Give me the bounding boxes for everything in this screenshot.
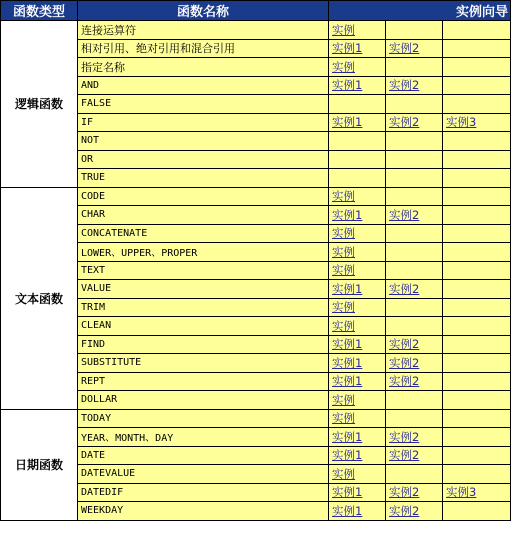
example-link[interactable]: 实例2 [389, 78, 420, 93]
example-cell [329, 132, 386, 151]
example-cell [386, 169, 443, 188]
example-cell [329, 280, 386, 299]
example-cell [329, 76, 386, 95]
example-cell [443, 428, 511, 447]
example-cell [386, 317, 443, 336]
example-cell [329, 446, 386, 465]
function-name-cell: CODE [78, 187, 329, 206]
table-row [1, 113, 511, 132]
example-link[interactable]: 实例1 [332, 355, 363, 370]
example-cell [386, 21, 443, 40]
example-cell [329, 243, 386, 262]
example-link[interactable]: 实例2 [389, 374, 420, 389]
example-link[interactable]: 实例 [332, 300, 355, 315]
example-cell [386, 243, 443, 262]
table-row [1, 298, 511, 317]
example-cell [443, 187, 511, 206]
table-row [1, 169, 511, 188]
table-row [1, 95, 511, 114]
example-link[interactable]: 实例1 [332, 429, 363, 444]
example-cell [386, 76, 443, 95]
example-cell [329, 372, 386, 391]
example-cell [329, 335, 386, 354]
example-cell [443, 95, 511, 114]
example-cell [386, 187, 443, 206]
example-cell [386, 372, 443, 391]
example-link[interactable]: 实例2 [389, 41, 420, 56]
example-cell [329, 502, 386, 521]
table-row [1, 391, 511, 410]
table-row [1, 39, 511, 58]
example-cell [386, 224, 443, 243]
function-name-cell: NOT [78, 132, 329, 151]
function-name-cell: VALUE [78, 280, 329, 299]
function-name-cell: 相对引用、绝对引用和混合引用 [78, 39, 329, 58]
example-cell [329, 95, 386, 114]
example-cell [443, 39, 511, 58]
function-name-cell: IF [78, 113, 329, 132]
example-cell [443, 483, 511, 502]
example-link[interactable]: 实例2 [389, 281, 420, 296]
table-row [1, 502, 511, 521]
example-cell [443, 391, 511, 410]
table-row [1, 354, 511, 373]
example-link[interactable]: 实例 [332, 22, 355, 37]
function-name-cell: REPT [78, 372, 329, 391]
example-cell [443, 280, 511, 299]
example-cell [329, 409, 386, 428]
example-link[interactable]: 实例3 [446, 485, 477, 500]
function-name-cell: CHAR [78, 206, 329, 225]
example-link[interactable]: 实例 [332, 263, 355, 278]
example-cell [329, 58, 386, 77]
example-cell [443, 224, 511, 243]
example-cell [443, 21, 511, 40]
example-cell [386, 261, 443, 280]
table-row [1, 483, 511, 502]
example-link[interactable]: 实例1 [332, 374, 363, 389]
example-link[interactable]: 实例1 [332, 207, 363, 222]
example-cell [443, 76, 511, 95]
example-cell [386, 132, 443, 151]
example-cell [329, 224, 386, 243]
example-cell [443, 298, 511, 317]
example-cell [386, 39, 443, 58]
table-row [1, 465, 511, 484]
category-cell: 逻辑函数 [1, 21, 78, 188]
table-row [1, 243, 511, 262]
example-link[interactable]: 实例2 [389, 448, 420, 463]
example-cell [443, 317, 511, 336]
example-cell [386, 298, 443, 317]
example-cell [329, 206, 386, 225]
example-cell [329, 298, 386, 317]
example-link[interactable]: 实例2 [389, 485, 420, 500]
example-cell [386, 446, 443, 465]
example-cell [329, 483, 386, 502]
example-cell [443, 113, 511, 132]
example-link[interactable]: 实例1 [332, 485, 363, 500]
function-name-cell: 指定名称 [78, 58, 329, 77]
function-name-cell: LOWER、UPPER、PROPER [78, 243, 329, 262]
function-name-cell: FIND [78, 335, 329, 354]
function-name-cell: DOLLAR [78, 391, 329, 410]
function-name-cell: AND [78, 76, 329, 95]
function-name-cell: TRIM [78, 298, 329, 317]
example-link[interactable]: 实例1 [332, 337, 363, 352]
table-row [1, 76, 511, 95]
example-cell [386, 483, 443, 502]
function-name-cell: TODAY [78, 409, 329, 428]
example-cell [443, 206, 511, 225]
table-row [1, 372, 511, 391]
function-name-cell: 连接运算符 [78, 21, 329, 40]
example-link[interactable]: 实例2 [389, 503, 420, 518]
example-link[interactable]: 实例2 [389, 337, 420, 352]
example-link[interactable]: 实例1 [332, 503, 363, 518]
header-row [1, 1, 511, 21]
example-link[interactable]: 实例 [332, 244, 355, 259]
example-cell [329, 391, 386, 410]
function-name-cell: CONCATENATE [78, 224, 329, 243]
example-cell [443, 58, 511, 77]
table-row [1, 335, 511, 354]
table-row [1, 58, 511, 77]
function-name-cell: OR [78, 150, 329, 169]
example-link[interactable]: 实例2 [389, 207, 420, 222]
category-cell: 日期函数 [1, 409, 78, 520]
header-examples: 实例向导 [329, 1, 511, 21]
example-cell [329, 354, 386, 373]
example-cell [329, 39, 386, 58]
example-cell [443, 354, 511, 373]
function-name-cell: DATE [78, 446, 329, 465]
function-name-cell: TRUE [78, 169, 329, 188]
example-cell [386, 335, 443, 354]
table-row [1, 317, 511, 336]
example-cell [329, 21, 386, 40]
example-link[interactable]: 实例 [332, 189, 355, 204]
example-link[interactable]: 实例 [332, 226, 355, 241]
example-cell [386, 206, 443, 225]
example-link[interactable]: 实例3 [446, 115, 477, 130]
table-row [1, 206, 511, 225]
function-name-cell: YEAR、MONTH、DAY [78, 428, 329, 447]
example-cell [443, 372, 511, 391]
example-link[interactable]: 实例 [332, 466, 355, 481]
example-cell [329, 428, 386, 447]
example-link[interactable]: 实例1 [332, 448, 363, 463]
example-link[interactable]: 实例2 [389, 355, 420, 370]
example-link[interactable]: 实例1 [332, 281, 363, 296]
table-row [1, 261, 511, 280]
function-name-cell: CLEAN [78, 317, 329, 336]
example-cell [329, 187, 386, 206]
example-cell [329, 113, 386, 132]
example-cell [443, 335, 511, 354]
header-function-name: 函数名称 [78, 1, 329, 21]
table-row [1, 428, 511, 447]
example-cell [386, 391, 443, 410]
example-cell [386, 280, 443, 299]
category-cell: 文本函数 [1, 187, 78, 409]
example-link[interactable]: 实例 [332, 392, 355, 407]
example-cell [443, 150, 511, 169]
example-link[interactable]: 实例 [332, 59, 355, 74]
example-cell [443, 502, 511, 521]
example-cell [443, 132, 511, 151]
example-cell [443, 465, 511, 484]
function-name-cell: TEXT [78, 261, 329, 280]
example-cell [329, 317, 386, 336]
example-cell [386, 95, 443, 114]
example-cell [443, 261, 511, 280]
example-link[interactable]: 实例 [332, 411, 355, 426]
header-function-type: 函数类型 [1, 1, 78, 21]
table-row [1, 280, 511, 299]
function-name-cell: DATEDIF [78, 483, 329, 502]
function-name-cell: FALSE [78, 95, 329, 114]
table-row [1, 132, 511, 151]
example-cell [386, 150, 443, 169]
table-row [1, 224, 511, 243]
example-cell [329, 261, 386, 280]
table-row [1, 409, 511, 428]
example-cell [386, 409, 443, 428]
example-cell [386, 113, 443, 132]
example-link[interactable]: 实例1 [332, 115, 363, 130]
example-link[interactable]: 实例1 [332, 78, 363, 93]
table-row [1, 187, 511, 206]
function-name-cell: DATEVALUE [78, 465, 329, 484]
function-name-cell: SUBSTITUTE [78, 354, 329, 373]
example-cell [443, 169, 511, 188]
example-cell [443, 446, 511, 465]
table-row [1, 446, 511, 465]
example-cell [386, 502, 443, 521]
example-link[interactable]: 实例2 [389, 115, 420, 130]
example-cell [329, 465, 386, 484]
example-cell [443, 409, 511, 428]
example-link[interactable]: 实例2 [389, 429, 420, 444]
table-row [1, 150, 511, 169]
example-cell [329, 150, 386, 169]
example-cell [443, 243, 511, 262]
example-link[interactable]: 实例 [332, 318, 355, 333]
function-name-cell: WEEKDAY [78, 502, 329, 521]
example-cell [386, 354, 443, 373]
example-cell [386, 428, 443, 447]
example-link[interactable]: 实例1 [332, 41, 363, 56]
example-cell [329, 169, 386, 188]
example-cell [386, 465, 443, 484]
example-cell [386, 58, 443, 77]
table-row [1, 21, 511, 40]
